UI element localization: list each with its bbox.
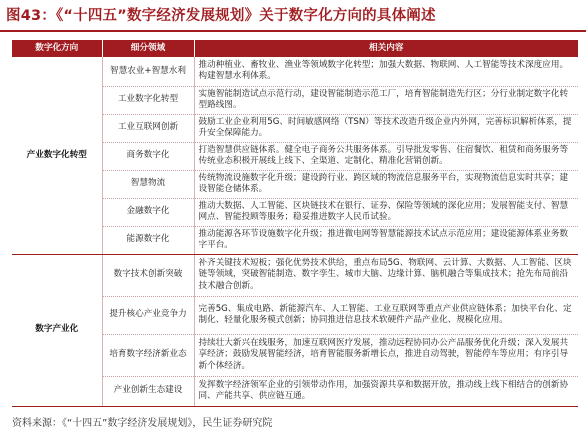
content-cell: 推动大数据、人工智能、区块链技术在银行、证券、保险等领域的深化应用；发展智能支付、智慧网点、智能投顾等服务；稳妥推进数字人民币试验。 xyxy=(194,198,578,226)
content-cell: 补齐关键技术短板；强化优势技术供给，重点布局5G、物联网、云计算、大数据、人工智能、区块链等领域，突破智能制造、数字孪生、城市大脑、边缘计算、脑机融合等集成技术；抢先布局前沿技术融合创新。 xyxy=(194,254,578,296)
subfield-cell: 工业数字化转型 xyxy=(102,86,194,114)
header-content: 相关内容 xyxy=(194,40,578,57)
subfield-cell: 工业互联网创新 xyxy=(102,114,194,142)
content-cell: 发挥数字经济领军企业的引领带动作用，加强资源共享和数据开放，推动线上线下相结合的创新协同、产能共享、供应链互通。 xyxy=(194,376,578,406)
header-direction: 数字化方向 xyxy=(12,40,102,57)
policy-table xyxy=(12,40,578,407)
category-industry-digitalization: 产业数字化转型 xyxy=(12,57,102,254)
subfield-cell: 数字技术创新突破 xyxy=(102,254,194,296)
subfield-cell: 商务数字化 xyxy=(102,142,194,170)
subfield-cell: 智慧物流 xyxy=(102,170,194,198)
subfield-cell: 培育数字经济新业态 xyxy=(102,334,194,376)
source-note: 资料来源：《“十四五”数字经济发展规划》，民生证券研究院 xyxy=(12,418,273,429)
title-divider xyxy=(0,30,586,32)
subfield-cell: 智慧农业+智慧水利 xyxy=(102,57,194,86)
subfield-cell: 提升核心产业竞争力 xyxy=(102,296,194,334)
category-digital-industrialization: 数字产业化 xyxy=(12,254,102,406)
subfield-cell: 金融数字化 xyxy=(102,198,194,226)
table-row xyxy=(12,254,578,296)
figure-title: 图43：《“十四五”数字经济发展规划》关于数字化方向的具体阐述 xyxy=(6,8,436,24)
table-header-row xyxy=(12,40,578,57)
content-cell: 传统物流设施数字化升级；建设跨行业、跨区域的物流信息服务平台，实现物流信息实时共享；建设智能仓储体系。 xyxy=(194,170,578,198)
content-cell: 完善5G、集成电路、新能源汽车、人工智能、工业互联网等重点产业供应链体系；加快平台化、定制化、轻量化服务模式创新；协同推进信息技术软硬件产品产业化、规模化应用。 xyxy=(194,296,578,334)
subfield-cell: 能源数字化 xyxy=(102,226,194,254)
content-cell: 实施智能制造试点示范行动，建设智能制造示范工厂，培育智能制造先行区；分行业制定数字化转型路线图。 xyxy=(194,86,578,114)
header-subfield: 细分领域 xyxy=(102,40,194,57)
content-cell: 推动能源各环节设施数字化升级；推进微电网等智慧能源技术试点示范应用；建设能源体系业务数字平台。 xyxy=(194,226,578,254)
content-cell: 鼓励工业企业利用5G、时间敏感网络（TSN）等技术改造升级企业内外网，完善标识解析体系，提升安全保障能力。 xyxy=(194,114,578,142)
content-cell: 持续壮大新兴在线服务，加速互联网医疗发展，推动远程协同办公产品服务优化升级；深入发展共享经济；鼓励发展智能经济，培育智能服务新增长点，推进自动驾驶，智能停车等应用；有序引导新个体经济。 xyxy=(194,334,578,376)
content-cell: 推动种植业、畜牧业、渔业等领域数字化转型；加强大数据、物联网、人工智能等技术深度应用。构建智慧水利体系。 xyxy=(194,57,578,86)
subfield-cell: 产业创新生态建设 xyxy=(102,376,194,406)
table-row xyxy=(12,57,578,86)
content-cell: 打造智慧供应链体系。健全电子商务公共服务体系。引导批发零售、住宿餐饮、租赁和商务服务等传统业态积极开展线上线下、全渠道、定制化、精准化营销创新。 xyxy=(194,142,578,170)
